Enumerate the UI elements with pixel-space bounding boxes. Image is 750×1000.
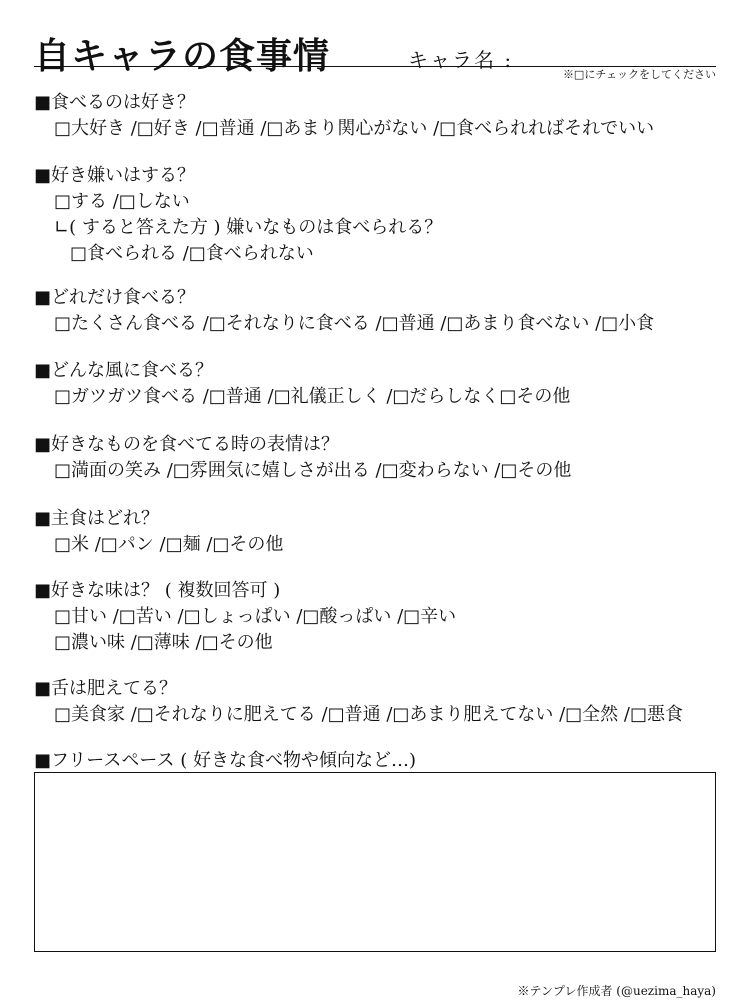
followup-question: ∟( すると答えた方 ) 嫌いなものは食べられる？ — [54, 217, 443, 238]
answer-options[interactable]: □たくさん食べる /□それなりに食べる /□普通 /□あまり食べない /□小食 — [54, 313, 655, 334]
free-space-box[interactable] — [34, 772, 716, 952]
question-label: ■好きなものを食べてる時の表情は？ — [34, 434, 340, 455]
question-palate — [34, 676, 683, 728]
answer-options[interactable]: □する /□しない — [54, 191, 190, 212]
question-label: ■食べるのは好き？ — [34, 92, 196, 113]
question-staple-food — [34, 506, 283, 558]
answer-options[interactable]: □濃い味 /□薄味 /□その他 — [54, 632, 273, 653]
question-label: ■好きな味は？ ( 複数回答可 ) — [34, 580, 281, 601]
answer-options[interactable]: □甘い /□苦い /□しょっぱい /□酸っぱい /□辛い — [54, 606, 457, 627]
followup-options[interactable]: □食べられる /□食べられない — [70, 243, 314, 264]
answer-options[interactable]: □米 /□パン /□麺 /□その他 — [54, 534, 284, 555]
question-manner — [34, 358, 570, 410]
instruction-note: ※□にチェックをしてください — [562, 68, 716, 81]
page-title: 自キャラの食事情 — [34, 35, 331, 77]
question-label: ■どれだけ食べる？ — [34, 287, 196, 308]
character-name-label: キャラ名 : — [408, 48, 514, 72]
question-label: ■好き嫌いはする？ — [34, 165, 196, 186]
question-expression — [34, 432, 571, 484]
question-favorite-taste — [34, 578, 456, 656]
question-amount — [34, 285, 654, 337]
answer-options[interactable]: □美食家 /□それなりに肥えてる /□普通 /□あまり肥えてない /□全然 /□悪食 — [54, 704, 683, 725]
answer-options[interactable]: □満面の笑み /□雰囲気に嬉しさが出る /□変わらない /□その他 — [54, 460, 572, 481]
question-label: ■舌は肥えてる？ — [34, 678, 178, 699]
question-like-eating — [34, 90, 654, 142]
question-picky-eater — [34, 163, 442, 267]
question-label: ■主食はどれ？ — [34, 508, 160, 529]
free-space-section — [34, 748, 416, 774]
answer-options[interactable]: □ガツガツ食べる /□普通 /□礼儀正しく /□だらしなく□その他 — [54, 386, 571, 407]
answer-options[interactable]: □大好き /□好き /□普通 /□あまり関心がない /□食べられればそれでいい — [54, 118, 655, 139]
template-credit: ※テンプレ作成者 (@uezima_haya) — [517, 984, 716, 998]
question-label: ■フリースペース ( 好きな食べ物や傾向など…) — [34, 750, 416, 771]
question-label: ■どんな風に食べる？ — [34, 360, 214, 381]
